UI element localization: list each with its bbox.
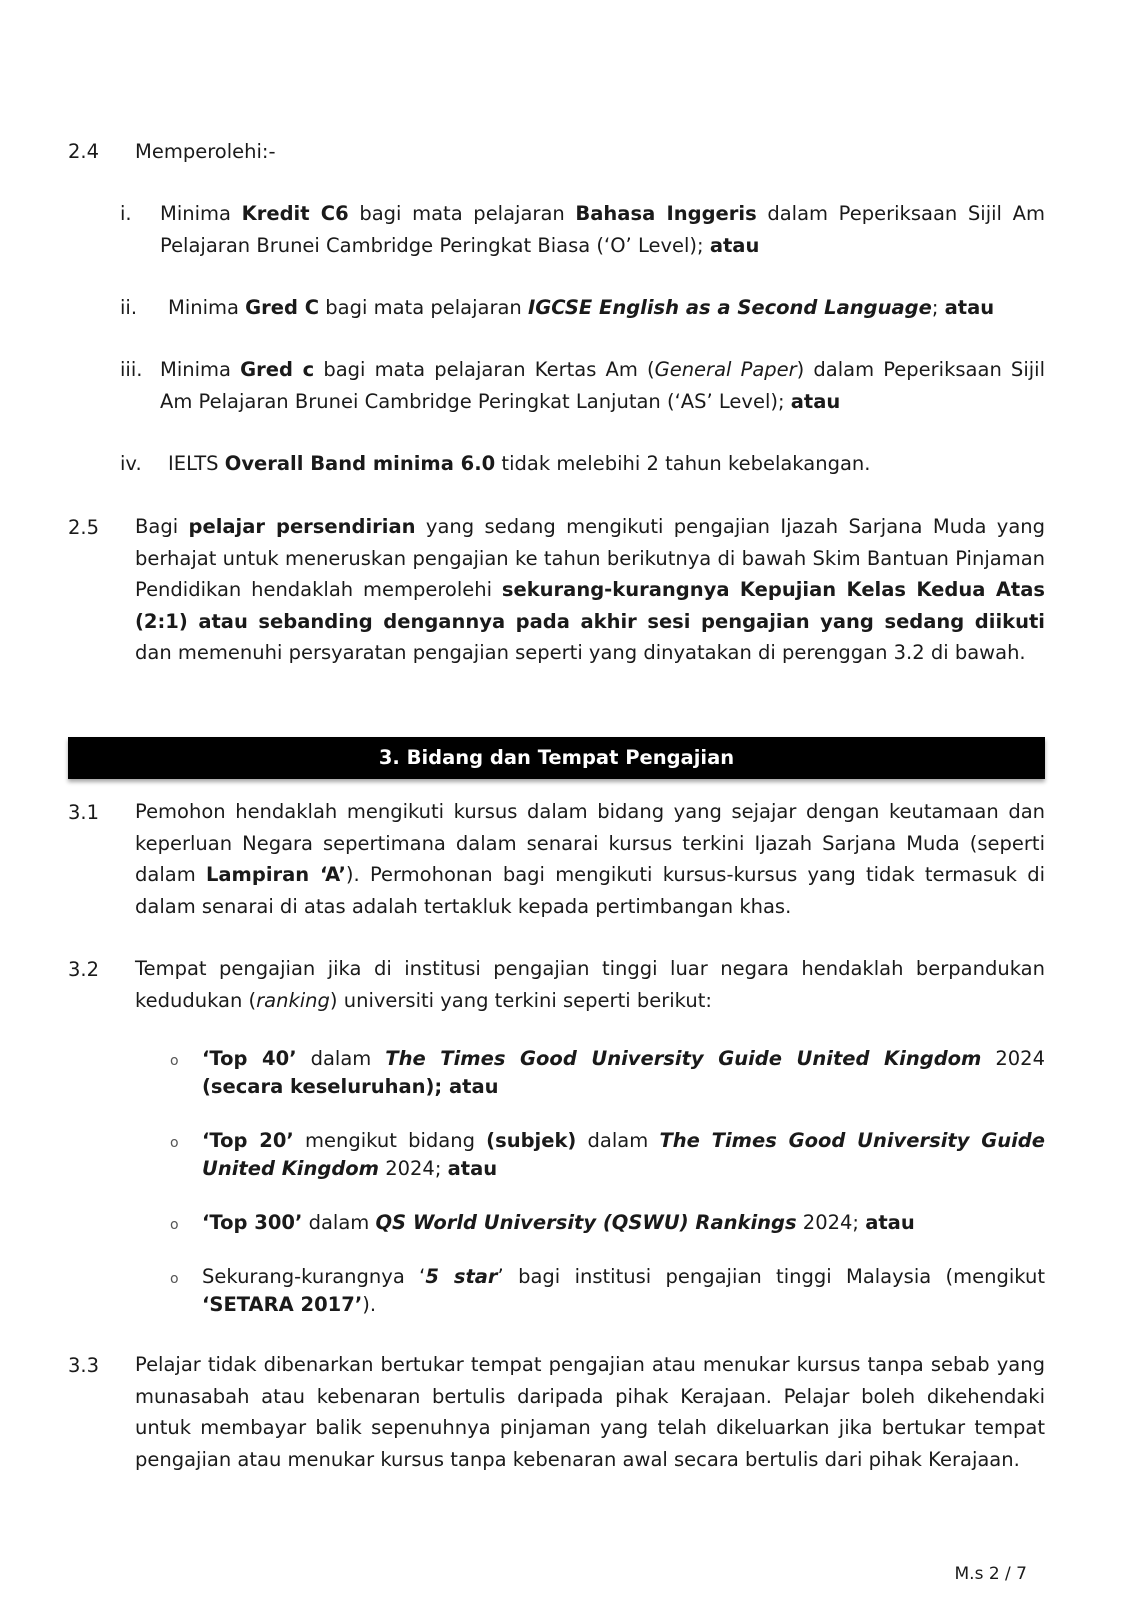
list-item: ‘Top 20’ mengikut bidang (subjek) dalam The Times Good University Guide United Kingdom 2024; atau [202,1129,1045,1180]
bullet-icon: o [170,1053,179,1069]
list-item: Sekurang-kurangnya ‘5 star’ bagi institusi pengajian tinggi Malaysia (mengikut ‘SETARA 2017’). [202,1265,1046,1316]
bullet-icon: o [170,1135,179,1151]
list-item: ‘Top 40’ dalam The Times Good University Guide United Kingdom 2024 (secara keseluruhan); atau [202,1047,1045,1098]
list-item: Minima Gred c bagi mata pelajaran Kertas Am (General Paper) dalam Peperiksaan Sijil Am Pelajaran Brunei Cambridge Peringkat Lanjutan (‘AS’ Level); atau [160,358,1045,413]
bullet-icon: o [170,1271,179,1287]
item-roman: ii. [120,296,138,319]
clause-number: 2.5 [68,516,100,539]
bullet-icon: o [170,1217,179,1233]
list-item: Minima Kredit C6 bagi mata pelajaran Bahasa Inggeris dalam Peperiksaan Sijil Am Pelajaran Brunei Cambridge Peringkat Biasa (‘O’ Level); atau [160,202,1045,257]
list-item: IELTS Overall Band minima 6.0 tidak melebihi 2 tahun kebelakangan. [168,452,871,475]
item-roman: i. [120,202,132,225]
clause-number: 2.4 [68,140,100,163]
item-roman: iv. [120,452,142,475]
page-number: M.s 2 / 7 [954,1564,1027,1584]
clause-paragraph: Pemohon hendaklah mengikuti kursus dalam bidang yang sejajar dengan keutamaan dan keperluan Negara sepertimana dalam senarai kursus terkini Ijazah Sarjana Muda (seperti dalam Lampiran ‘A’). Permohonan bagi mengikuti kursus-kursus yang tidak termasuk di dalam senarai di atas adalah tertakluk kepada pertimbangan khas. [135,800,1046,918]
list-item: ‘Top 300’ dalam QS World University (QSWU) Rankings 2024; atau [202,1211,915,1234]
clause-number: 3.3 [68,1354,100,1377]
clause-intro: Memperolehi:- [135,140,276,163]
item-roman: iii. [120,358,143,381]
clause-number: 3.2 [68,958,100,981]
list-item: Minima Gred C bagi mata pelajaran IGCSE English as a Second Language; atau [168,296,995,319]
clause-number: 3.1 [68,801,100,824]
clause-paragraph: Tempat pengajian jika di institusi pengajian tinggi luar negara hendaklah berpandukan kedudukan (ranking) universiti yang terkini seperti berikut: [135,957,1045,1012]
clause-paragraph: Pelajar tidak dibenarkan bertukar tempat pengajian atau menukar kursus tanpa sebab yang munasabah atau kebenaran bertulis daripada pihak Kerajaan. Pelajar boleh dikehendaki untuk membayar balik sepenuhnya pinjaman yang telah dikeluarkan jika bertukar tempat pengajian atau menukar kursus tanpa kebenaran awal secara bertulis dari pihak Kerajaan. [135,1353,1045,1471]
section-heading: 3. Bidang dan Tempat Pengajian [68,737,1045,779]
clause-paragraph: Bagi pelajar persendirian yang sedang mengikuti pengajian Ijazah Sarjana Muda yang berhajat untuk meneruskan pengajian ke tahun berikutnya di bawah Skim Bantuan Pinjaman Pendidikan hendaklah memperolehi sekurang-kurangnya Kepujian Kelas Kedua Atas (2:1) atau sebanding dengannya pada akhir sesi pengajian yang sedang diikuti dan memenuhi persyaratan pengajian seperti yang dinyatakan di perenggan 3.2 di bawah. [135,515,1046,664]
